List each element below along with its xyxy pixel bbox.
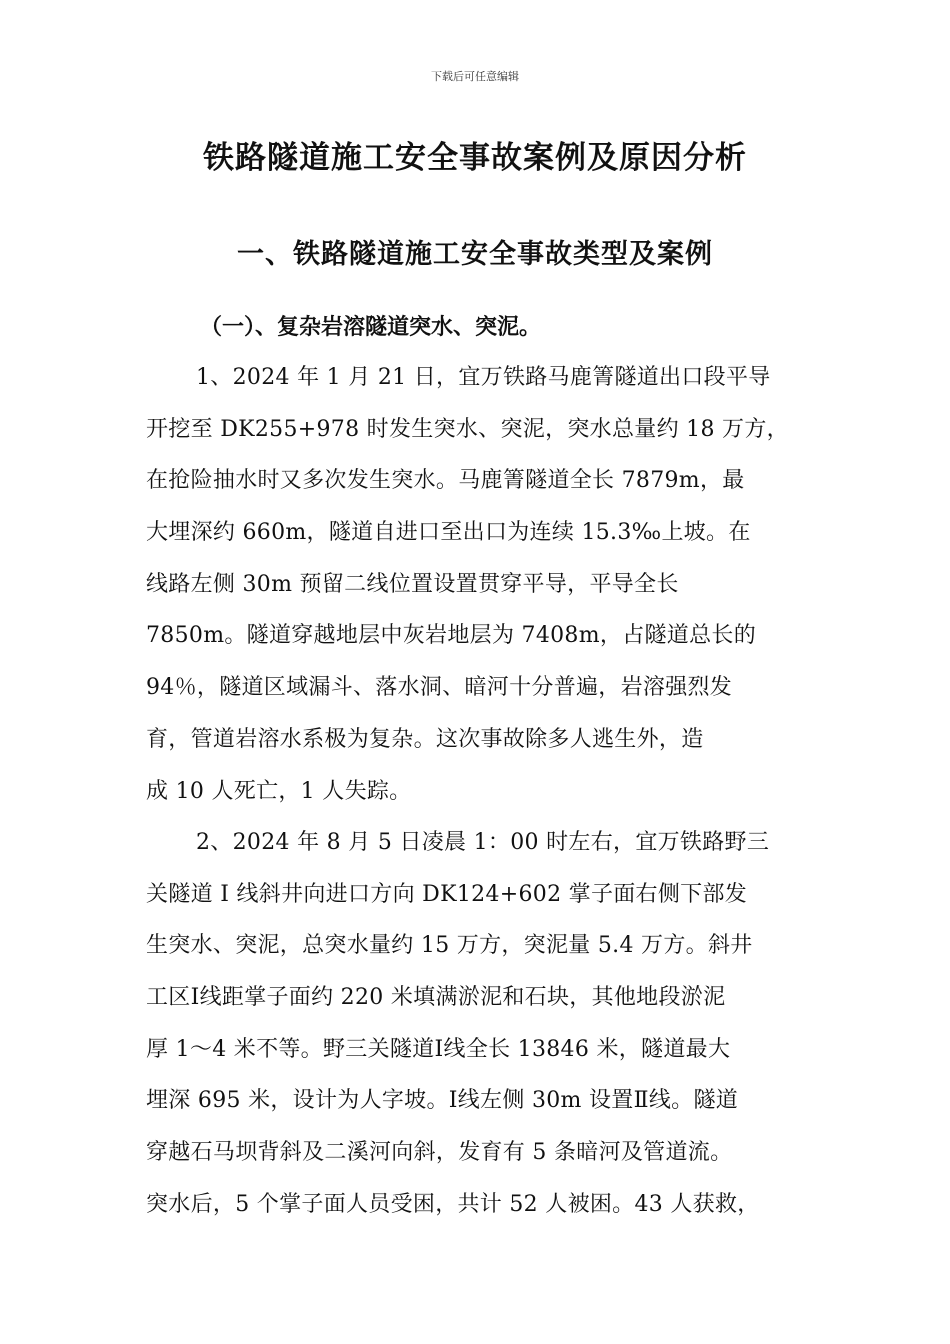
paragraph-line: 2、2024 年 8 月 5 日凌晨 1：00 时左右，宜万铁路野三 [196, 830, 770, 855]
paragraph-line: 突水后，5 个掌子面人员受困，共计 52 人被困。43 人获救， [146, 1191, 760, 1217]
subsection-title: （一）、复杂岩溶隧道突水、突泥。 [200, 315, 542, 340]
document-title: 铁路隧道施工安全事故案例及原因分析 [203, 140, 747, 176]
paragraph-line: 1、2024 年 1 月 21 日，宜万铁路马鹿箐隧道出口段平导 [196, 365, 771, 390]
paragraph-line: 厚 1～4 米不等。野三关隧道Ⅰ线全长 13846 米，隧道最大 [146, 1036, 731, 1062]
paragraph-line: 7850m。隧道穿越地层中灰岩地层为 7408m，占隧道总长的 [146, 623, 756, 649]
paragraph-line: 埋深 695 米，设计为人字坡。Ⅰ线左侧 30m 设置Ⅱ线。隧道 [146, 1088, 739, 1114]
paragraph-line: 94％，隧道区域漏斗、落水洞、暗河十分普遍，岩溶强烈发 [146, 675, 733, 701]
paragraph-2 [146, 817, 816, 1231]
paragraph-line: 线路左侧 30m 预留二线位置设置贯穿平导，平导全长 [146, 571, 679, 597]
paragraph-line: 穿越石马坝背斜及二溪河向斜，发育有 5 条暗河及管道流。 [146, 1140, 733, 1166]
paragraph-1 [146, 352, 816, 817]
paragraph-line: 成 10 人死亡，1 人失踪。 [146, 778, 412, 804]
paragraph-line: 育，管道岩溶水系极为复杂。这次事故除多人逃生外，造 [146, 726, 704, 752]
paragraph-line: 工区Ⅰ线距掌子面约 220 米填满淤泥和石块，其他地段淤泥 [146, 985, 726, 1011]
paragraph-line: 在抢险抽水时又多次发生突水。马鹿箐隧道全长 7879m，最 [146, 468, 745, 494]
section-title: 一、铁路隧道施工安全事故类型及案例 [237, 239, 713, 270]
paragraph-line: 关隧道 I 线斜井向进口方向 DK124+602 掌子面右侧下部发 [146, 881, 748, 907]
paragraph-line: 生突水、突泥，总突水量约 15 万方，突泥量 5.4 万方。斜井 [146, 933, 753, 959]
page-header-note: 下载后可任意编辑 [431, 70, 519, 83]
paragraph-line: 开挖至 DK255+978 时发生突水、突泥，突水总量约 18 万方， [146, 416, 789, 442]
paragraph-line: 大埋深约 660m，隧道自进口至出口为连续 15.3‰上坡。在 [146, 520, 751, 546]
